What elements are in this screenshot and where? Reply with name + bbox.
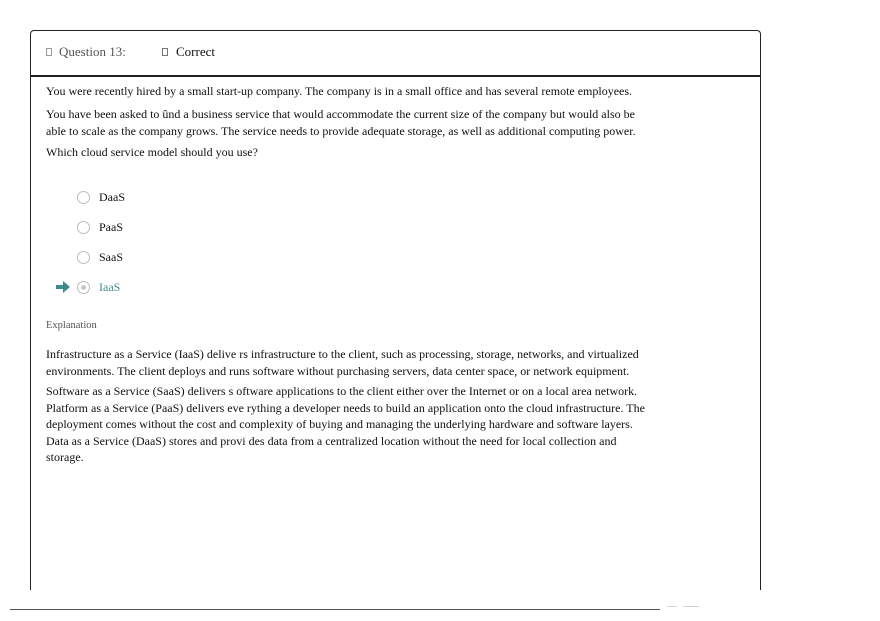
question-header xyxy=(31,31,760,77)
footer-marks xyxy=(667,606,727,610)
question-prompt: Which cloud service model should you use? xyxy=(46,145,258,159)
explanation-text-others: Software as a Service (SaaS) delivers s oftware applications to the client either over the Internet or on a local area network. Platform as a Service (PaaS) delivers eve rything a developer needs to build an application onto the cloud infrastructure. The deployment comes without the cost and complexity of buying and managing the underlying hardware and software layers. Data as a Service (DaaS) stores and provi des data from a centralized location without the need for local collection and storage. xyxy=(46,384,645,464)
radio-button-selected[interactable] xyxy=(77,281,90,294)
option-label: SaaS xyxy=(99,250,123,264)
explanation-heading: Explanation xyxy=(46,320,97,331)
answer-option-daas[interactable] xyxy=(31,190,231,208)
question-text-intro: You were recently hired by a small start-up company. The company is in a small office and has several remote employees. xyxy=(46,84,633,98)
question-number: Question 13: xyxy=(59,44,126,59)
page-divider xyxy=(10,609,660,610)
answer-option-iaas[interactable] xyxy=(31,280,231,298)
correct-answer-arrow-icon xyxy=(56,281,70,293)
answer-option-saas[interactable] xyxy=(31,250,231,268)
status-icon xyxy=(162,48,168,56)
question-text-task: You have been asked to ûnd a business service that would accommodate the current size of the company but would also be able to scale as the company grows. The service needs to provide adequate storage, as well as additional computing power. xyxy=(46,107,636,138)
radio-button[interactable] xyxy=(77,221,90,234)
radio-button[interactable] xyxy=(77,191,90,204)
status-label: Correct xyxy=(176,44,215,59)
option-label: PaaS xyxy=(99,220,123,234)
explanation-text-iaas: Infrastructure as a Service (IaaS) delive rs infrastructure to the client, such as processing, storage, networks, and virtualized environments. The client deploys and runs software without purchasing servers, data center space, or network equipment. xyxy=(46,347,639,378)
radio-button[interactable] xyxy=(77,251,90,264)
option-label: IaaS xyxy=(99,280,121,294)
option-label: DaaS xyxy=(99,190,125,204)
answer-option-paas[interactable] xyxy=(31,220,231,238)
question-card xyxy=(30,30,761,590)
question-icon xyxy=(46,48,52,56)
